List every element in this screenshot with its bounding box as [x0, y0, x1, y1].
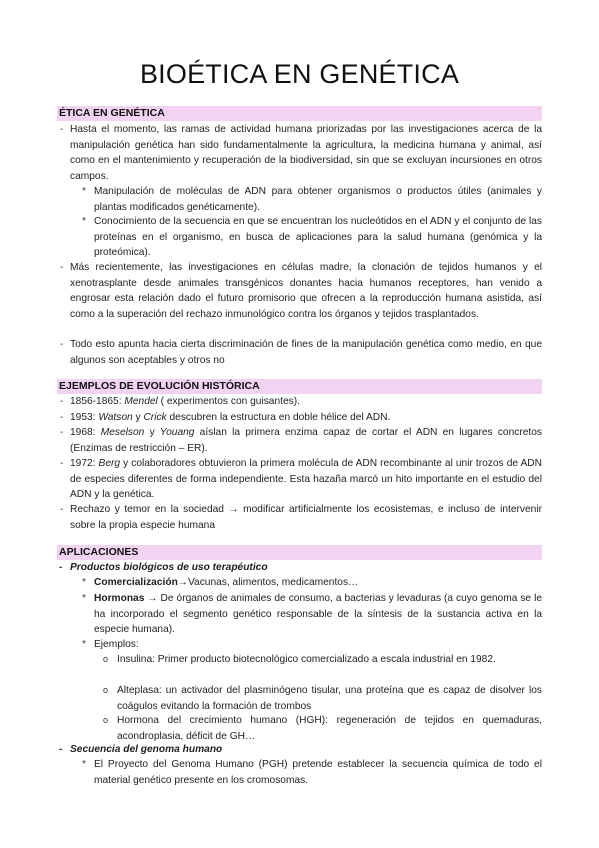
term-text: → De órganos de animales de consumo, a bacterias y levaduras (a cuyo genoma se le ha incorporado el segmento genético responsable de la síntesis de la sustancia activa en la especie humana).	[94, 593, 542, 635]
asterisk-bullet: *	[82, 216, 86, 227]
aplicacion-genoma: Secuencia del genoma humano	[70, 744, 223, 755]
dash-bullet: -	[60, 396, 64, 407]
ejemplo-insulina: Insulina: Primer producto biotecnológico comercializado a escala industrial en 1982.	[117, 654, 496, 665]
scientist-name: Mendel	[124, 396, 158, 407]
item-hormonas	[94, 591, 542, 638]
history-year: 1856-1865:	[70, 396, 125, 407]
dash-bullet: -	[60, 339, 64, 350]
paragraph-etica-1: Hasta el momento, las ramas de actividad humana priorizadas por las investigaciones acerca de la manipulación genética han sido fundamentalmente la agricultura, la medicina humana y animal, así como en el mantenimiento y recuperación de la biodiversidad, sin que se excluyan incursiones en otros campos.	[70, 124, 542, 182]
history-text: descubren la estructura en doble hélice del ADN.	[166, 412, 391, 423]
paragraph-etica-2: Más recientemente, las investigaciones en células madre, la clonación de tejidos humanos y el xenotrasplante desde animales transgénicos donantes hacia humanos receptores, han venido a engrosar esta relación dado el futuro promisorio que ofrecen a la reproducción humana asistida, así como a la superación del rechazo inmunológico contra los órganos y tejidos trasplantados.	[70, 262, 542, 320]
dash-bullet: -	[60, 412, 64, 423]
item-comercializacion	[94, 575, 542, 591]
circle-bullet-icon: o	[103, 685, 109, 695]
history-text: ( experimentos con guisantes).	[157, 396, 300, 407]
circle-bullet-icon: o	[103, 654, 109, 664]
history-year: 1953:	[70, 412, 99, 423]
asterisk-bullet: *	[82, 593, 86, 604]
conjunction: y	[144, 427, 160, 438]
history-item-berg	[70, 456, 542, 503]
paragraph-etica-3: Todo esto apunta hacia cierta discriminación de fines de la manipulación genética como medio, en que algunos son aceptables y otros no	[70, 339, 542, 366]
scientist-name: Youang	[159, 427, 195, 438]
dash-bullet: -	[60, 504, 64, 515]
dash-bullet: -	[60, 427, 64, 438]
dash-bullet: -	[59, 562, 63, 573]
sub-item-manipulacion: Manipulación de moléculas de ADN para obtener organismos o productos útiles (animales y plantas modificados genéticamente).	[94, 186, 542, 213]
history-item-mendel	[70, 394, 542, 410]
sub-item-conocimiento: Conocimiento de la secuencia en que se encuentran los nucleótidos en el ADN y el conjunto de las proteínas en el organismo, en busca de aplicaciones para la salud humana (genómica y la proteómica).	[94, 216, 542, 258]
asterisk-bullet: *	[82, 759, 86, 770]
dash-bullet: -	[60, 124, 64, 135]
dash-bullet: -	[60, 458, 64, 469]
term-label: Hormonas	[94, 593, 145, 604]
conjunction: y	[132, 412, 144, 423]
history-item-rechazo: Rechazo y temor en la sociedad → modificar artificialmente los ecosistemas, e incluso de intervenir sobre la propia especie humana	[70, 504, 542, 531]
page-title: BIOÉTICA EN GENÉTICA	[139, 59, 460, 89]
section-heading-etica: ÉTICA EN GENÉTICA	[57, 106, 542, 121]
history-year: 1968:	[70, 427, 101, 438]
term-label: Comercialización	[94, 577, 178, 588]
scientist-name: Meselson	[100, 427, 145, 438]
history-item-watson-crick	[70, 410, 542, 426]
section-heading-aplicaciones: APLICACIONES	[57, 545, 542, 560]
history-item-meselson	[70, 425, 542, 456]
dash-bullet: -	[59, 744, 63, 755]
asterisk-bullet: *	[82, 577, 86, 588]
dash-bullet: -	[60, 262, 64, 273]
item-pgh: El Proyecto del Genoma Humano (PGH) pretende establecer la secuencia química de todo el material genético presente en los cromosomas.	[94, 759, 542, 786]
scientist-name: Berg	[98, 458, 121, 469]
history-text: y colaboradores obtuvieron la primera molécula de ADN recombinante al unir trozos de ADN de especies diferentes de forma independiente. Esta hazaña marcó un hito importante en el estudio del ADN y la genética.	[70, 458, 543, 500]
history-year: 1972:	[70, 458, 99, 469]
ejemplo-alteplasa: Alteplasa: un activador del plasminógeno tisular, una proteína que es capaz de disolver los coágulos evitando la formación de trombos	[117, 685, 542, 712]
aplicacion-productos: Productos biológicos de uso terapéutico	[70, 562, 268, 573]
circle-bullet-icon: o	[103, 715, 109, 725]
asterisk-bullet: *	[82, 186, 86, 197]
section-heading-ejemplos: EJEMPLOS DE EVOLUCIÓN HISTÓRICA	[57, 379, 542, 394]
scientist-name: Crick	[143, 412, 167, 423]
asterisk-bullet: *	[82, 639, 86, 650]
term-text: →Vacunas, alimentos, medicamentos…	[177, 577, 359, 588]
history-text: aíslan la primera enzima capaz de cortar el ADN en lugares concretos (Enzimas de restricción – ER).	[70, 427, 542, 454]
item-ejemplos: Ejemplos:	[94, 639, 139, 650]
scientist-name: Watson	[98, 412, 133, 423]
ejemplo-hgh: Hormona del crecimiento humano (HGH): regeneración de tejidos en quemaduras, acondroplasia, déficit de GH…	[117, 715, 542, 742]
